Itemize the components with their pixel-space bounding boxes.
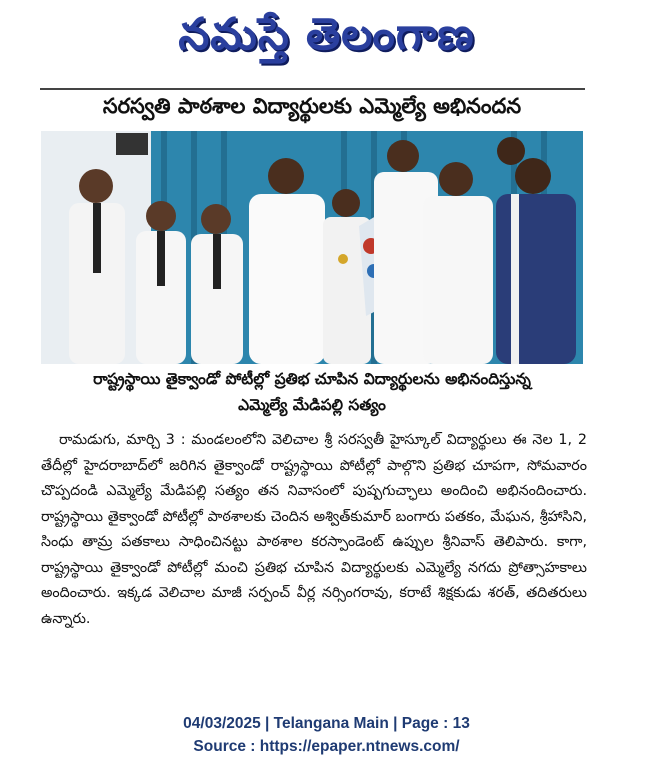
masthead [0,0,653,80]
article-photo [41,131,583,364]
caption-line-2: ఎమ్మెల్యే మేడిపల్లి సత్యం [238,396,386,414]
article-paragraph: రామడుగు, మార్చి 3 : మండలంలోని వెలిచాల శ్రీ సరస్వతీ హైస్కూల్ విద్యార్థులు ఈ నెల 1, 2 తేదీల్లో హైదరాబాద్‌లో జరిగిన తైక్వాండో రాష్ట్రస్థాయి పోటీల్లో పాల్గొని ప్రతిభ చూపగా, సోమవారం చొప్పదండి ఎమ్మెల్యే మేడిపల్లి సత్యం తన నివాసంలో పుష్పగుచ్ఛాలు అందించి అభినందించారు. రాష్ట్రస్థాయి తైక్వాండో పోటీల్లో పాఠశాలకు చెందిన అశ్విత్‌కుమార్ బంగారు పతకం, మేఘన, శ్రీహాసిని, సింధు తామ్ర పతకాలు సాధించినట్టు పాఠశాల కరస్పాండెంట్ ఉప్పుల శ్రీనివాస్ తెలిపారు. కాగా, రాష్ట్రస్థాయి తైక్వాండో పోటీల్లో మంచి ప్రతిభ చూపిన విద్యార్థులకు ఎమ్మెల్యే నగదు ప్రోత్సాహకాలు అందించారు. ఇక్కడ వెలిచాల మాజీ సర్పంచ్ వీర్ల నర్సింగరావు, కరాటే శిక్షకుడు శరత్, తదితరులు ఉన్నారు. [41,432,587,627]
article-body [41,428,587,632]
headline-divider [40,88,585,90]
newspaper-logo: నమస్తే తెలంగాణ [178,9,475,60]
caption-line-1: రాష్ట్రస్థాయి తైక్వాండో పోటీల్లో ప్రతిభ చూపిన విద్యార్థులను అభినందిస్తున్న [93,370,531,388]
photo-caption [41,366,583,418]
footer [0,712,653,758]
article-headline: సరస్వతి పాఠశాల విద్యార్థులకు ఎమ్మెల్యే అభినందన [102,94,522,118]
footer-date-page: 04/03/2025 | Telangana Main | Page : 13 [183,715,470,732]
footer-source: Source : https://epaper.ntnews.com/ [193,738,460,755]
